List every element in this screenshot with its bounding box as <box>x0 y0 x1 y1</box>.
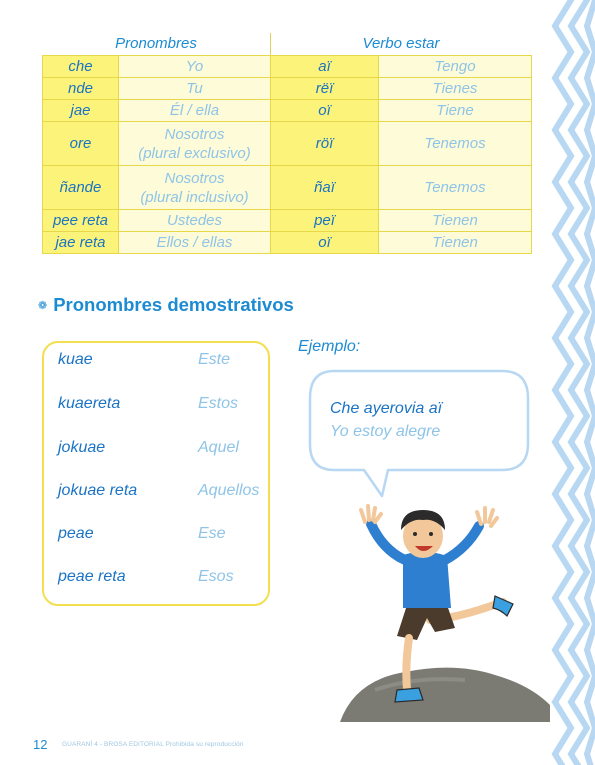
example-label: Ejemplo: <box>298 338 361 355</box>
section-heading <box>38 294 294 316</box>
verb-gn: ñaï <box>271 166 379 210</box>
happy-boy-illustration <box>335 500 550 722</box>
verb-es: Tiene <box>379 100 532 122</box>
pronoun-gn: jae reta <box>43 232 119 254</box>
demonstrative-gn: jokuae <box>58 439 106 456</box>
section-title: Pronombres demostrativos <box>53 294 294 315</box>
verb-es: Tenemos <box>379 166 532 210</box>
pronoun-es: Tu <box>119 78 271 100</box>
verb-gn: röï <box>271 122 379 166</box>
pronoun-es-line1: Nosotros <box>164 125 225 143</box>
list-item <box>58 439 268 457</box>
list-item <box>58 482 268 500</box>
table-row <box>43 122 532 166</box>
pronoun-gn: jae <box>43 100 119 122</box>
table-row <box>43 232 532 254</box>
table-row <box>43 56 532 78</box>
verb-gn: oï <box>271 100 379 122</box>
demonstrative-es: Esos <box>198 568 234 585</box>
pronoun-gn: ore <box>43 122 119 166</box>
verb-gn: oï <box>271 232 379 254</box>
page-footer <box>0 737 540 753</box>
pronoun-es-line2: (plural exclusivo) <box>138 144 251 162</box>
demonstrative-es: Aquellos <box>198 482 260 499</box>
pronoun-es: Ustedes <box>119 210 271 232</box>
verb-es: Tienes <box>379 78 532 100</box>
table-row <box>43 100 532 122</box>
pronoun-es <box>119 166 271 210</box>
verb-es: Tengo <box>379 56 532 78</box>
list-item <box>58 568 268 586</box>
table-row <box>43 78 532 100</box>
demonstrative-gn: kuae <box>58 351 93 368</box>
verb-gn: peï <box>271 210 379 232</box>
verb-es: Tenemos <box>379 122 532 166</box>
pronoun-verb-table <box>42 33 531 254</box>
table-row <box>43 166 532 210</box>
copyright-text: GUARANÍ 4 - BROSA EDITORIAL Prohibida su reproducción <box>62 741 244 748</box>
pronoun-es: Yo <box>119 56 271 78</box>
demonstrative-es: Ese <box>198 525 226 542</box>
pronoun-es: Ellos / ellas <box>119 232 271 254</box>
demonstrative-gn: peae reta <box>58 568 126 585</box>
pronoun-gn: ñande <box>43 166 119 210</box>
pronoun-es-line1: Nosotros <box>164 169 225 187</box>
pronoun-es: Él / ella <box>119 100 271 122</box>
demonstratives-box <box>42 341 270 606</box>
pronoun-gn: che <box>43 56 119 78</box>
pronoun-table-body <box>42 55 532 254</box>
demonstrative-gn: peae <box>58 525 94 542</box>
pronoun-gn: pee reta <box>43 210 119 232</box>
demonstrative-gn: jokuae reta <box>58 482 138 499</box>
example-spanish: Yo estoy alegre <box>330 423 441 440</box>
demonstrative-gn: kuaereta <box>58 395 121 412</box>
demonstrative-es: Este <box>198 351 231 368</box>
demonstrative-es: Estos <box>198 395 239 412</box>
header-verb: Verbo estar <box>362 35 440 52</box>
demonstrative-es: Aquel <box>198 439 239 456</box>
table-header <box>42 33 531 55</box>
flower-bullet-icon: ❁ <box>38 299 48 312</box>
list-item <box>58 525 268 543</box>
pronoun-gn: nde <box>43 78 119 100</box>
example-guarani: Che ayerovia aï <box>330 400 443 417</box>
verb-gn: rëï <box>271 78 379 100</box>
header-pronouns: Pronombres <box>115 35 197 52</box>
pronoun-es-line2: (plural inclusivo) <box>140 188 249 206</box>
list-item <box>58 395 268 413</box>
zigzag-border <box>549 0 595 765</box>
verb-gn: aï <box>271 56 379 78</box>
bubble-text <box>330 397 442 443</box>
verb-es: Tienen <box>379 210 532 232</box>
verb-es: Tienen <box>379 232 532 254</box>
table-row <box>43 210 532 232</box>
list-item <box>58 351 268 369</box>
page-number: 12 <box>33 737 48 752</box>
pronoun-es <box>119 122 271 166</box>
